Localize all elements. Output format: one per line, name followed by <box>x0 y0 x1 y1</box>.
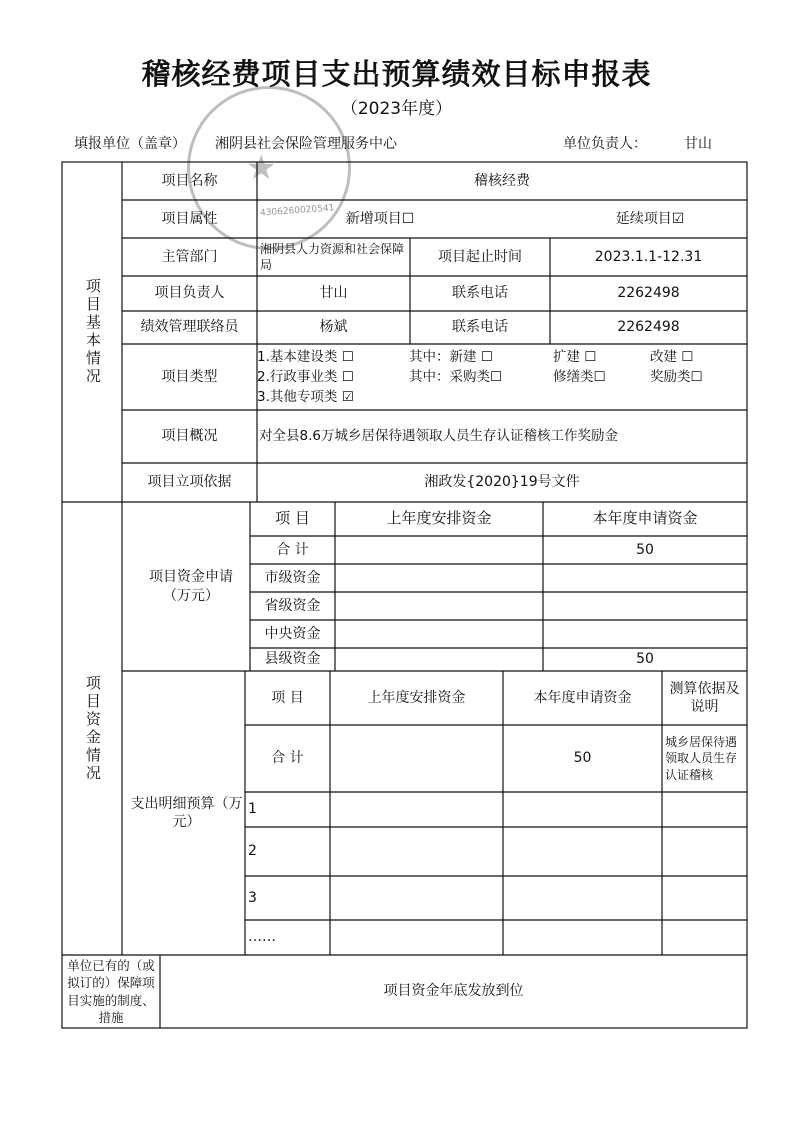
type-1b[interactable] <box>553 348 596 367</box>
section-basic-label <box>62 162 122 502</box>
detail-col-this: 本年度申请资金 <box>533 689 632 706</box>
dept-value: 湘阴县人力资源和社会保障局 <box>260 241 405 272</box>
detail-row-index: 1 <box>248 801 257 818</box>
apply-label: 项目资金申请（万元） <box>149 569 233 604</box>
guarantee-label: 单位已有的（或拟订的）保障项目实施的制度、措施 <box>67 957 155 1025</box>
apply-row-item: 省级资金 <box>264 597 321 614</box>
leader-name: 甘山 <box>684 136 712 152</box>
type-1[interactable] <box>257 348 354 367</box>
contact-label: 绩效管理联络员 <box>140 319 239 336</box>
type-1a-label: 其中：新建 <box>409 349 477 365</box>
period-value: 2023.1.1-12.31 <box>594 248 703 265</box>
apply-row-item: 合 计 <box>276 541 309 558</box>
basis-label: 项目立项依据 <box>147 474 232 491</box>
overview-label: 项目概况 <box>161 428 218 445</box>
type-2c-label: 奖励类 <box>650 369 691 385</box>
apply-row-this: 50 <box>636 651 654 668</box>
apply-row-last <box>335 564 543 592</box>
detail-row-index: 2 <box>248 843 257 860</box>
type-1-label: 1.基本建设类 <box>257 349 338 365</box>
type-1a[interactable] <box>409 348 493 367</box>
detail-col-last: 上年度安排资金 <box>367 689 466 706</box>
phone2-value: 2262498 <box>617 319 680 336</box>
apply-row-last <box>335 592 543 620</box>
apply-row-last <box>335 620 543 648</box>
type-1c-checkbox[interactable]: ☐ <box>681 349 694 365</box>
contact-value: 杨斌 <box>319 319 348 336</box>
type-label: 项目类型 <box>161 368 218 385</box>
apply-row-this <box>543 592 747 620</box>
period-label: 项目起止时间 <box>438 248 522 265</box>
seal-code: 4306260020541 <box>259 203 335 219</box>
type-1c[interactable] <box>650 348 693 367</box>
unit-name: 湘阴县社会保险管理服务中心 <box>215 136 397 152</box>
type-2-checkbox[interactable]: ☐ <box>341 369 354 385</box>
detail-total-this: 50 <box>573 750 592 767</box>
type-1b-label: 扩建 <box>553 349 580 365</box>
detail-row-index: 3 <box>248 889 257 906</box>
detail-total-basis: 城乡居保待遇领取人员生存认证稽核 <box>665 735 738 782</box>
apply-row-item: 中央资金 <box>264 625 321 642</box>
type-2-label: 2.行政事业类 <box>257 369 338 385</box>
apply-col-last: 上年度安排资金 <box>386 509 492 528</box>
type-2a-label: 其中：采购类 <box>409 369 490 385</box>
phone-label: 联系电话 <box>452 285 508 302</box>
project-attr-label: 项目属性 <box>161 210 218 227</box>
phone-value: 2262498 <box>617 285 680 302</box>
type-2a-checkbox[interactable]: ☐ <box>490 369 503 385</box>
fiscal-year: （2023年度） <box>340 99 453 119</box>
type-1b-checkbox[interactable]: ☐ <box>584 349 597 365</box>
attr-cont-label: 延续项目 <box>615 210 672 227</box>
detail-row-index: …… <box>248 929 276 946</box>
proj-leader-label: 项目负责人 <box>154 285 225 302</box>
attr-new-label: 新增项目 <box>345 210 402 227</box>
type-1c-label: 改建 <box>650 349 677 365</box>
type-2b[interactable] <box>553 368 606 387</box>
detail-col-item: 项 目 <box>271 689 304 706</box>
type-3-label: 3.其他专项类 <box>257 389 338 405</box>
project-name-label: 项目名称 <box>161 172 218 189</box>
type-2a[interactable] <box>409 368 502 387</box>
basis-value: 湘政发{2020}19号文件 <box>424 474 580 491</box>
overview-value: 对全县8.6万城乡居保待遇领取人员生存认证稽核工作奖励金 <box>259 427 618 444</box>
attr-new-checkbox[interactable]: ☐ <box>401 210 415 227</box>
unit-label: 填报单位（盖章） <box>74 136 186 152</box>
apply-row-this <box>543 564 747 592</box>
phone2-label: 联系电话 <box>452 319 508 336</box>
apply-col-item: 项 目 <box>275 509 310 528</box>
section-basic-text: 项目基本情况 <box>83 278 102 386</box>
apply-row-this: 50 <box>636 541 654 558</box>
apply-row-this <box>543 620 747 648</box>
page-title: 稽核经费项目支出预算绩效目标申报表 <box>141 57 652 91</box>
section-funds-label <box>62 502 122 955</box>
apply-row-item: 县级资金 <box>264 651 321 668</box>
type-2[interactable] <box>257 368 354 387</box>
type-2c[interactable] <box>650 368 703 387</box>
proj-leader-value: 甘山 <box>319 285 348 302</box>
type-2b-checkbox[interactable]: ☐ <box>593 369 606 385</box>
section-funds-text: 项目资金情况 <box>83 674 102 783</box>
type-2b-label: 修缮类 <box>553 369 594 385</box>
guarantee-value: 项目资金年底发放到位 <box>383 983 524 1000</box>
type-1-checkbox[interactable]: ☐ <box>341 349 354 365</box>
apply-col-this: 本年度申请资金 <box>592 509 698 528</box>
seal-star-icon: ★ <box>246 148 277 188</box>
apply-row-item: 市级资金 <box>264 569 321 586</box>
dept-label: 主管部门 <box>161 248 218 265</box>
detail-col-basis: 测算依据及说明 <box>669 680 740 715</box>
apply-row-last <box>335 536 543 564</box>
project-name-value: 稽核经费 <box>474 172 530 189</box>
apply-row-last <box>335 648 543 671</box>
detail-label: 支出明细预算（万元） <box>130 795 243 830</box>
detail-total-label: 合 计 <box>271 750 304 767</box>
type-3-checkbox[interactable]: ☑ <box>341 389 354 405</box>
attr-cont-option[interactable] <box>595 200 705 238</box>
type-2c-checkbox[interactable]: ☐ <box>690 369 703 385</box>
leader-label: 单位负责人： <box>563 136 647 152</box>
type-1a-checkbox[interactable]: ☐ <box>480 349 493 365</box>
attr-cont-checkbox[interactable]: ☑ <box>671 210 685 227</box>
type-3[interactable] <box>257 388 354 407</box>
attr-new-option[interactable] <box>330 200 430 238</box>
